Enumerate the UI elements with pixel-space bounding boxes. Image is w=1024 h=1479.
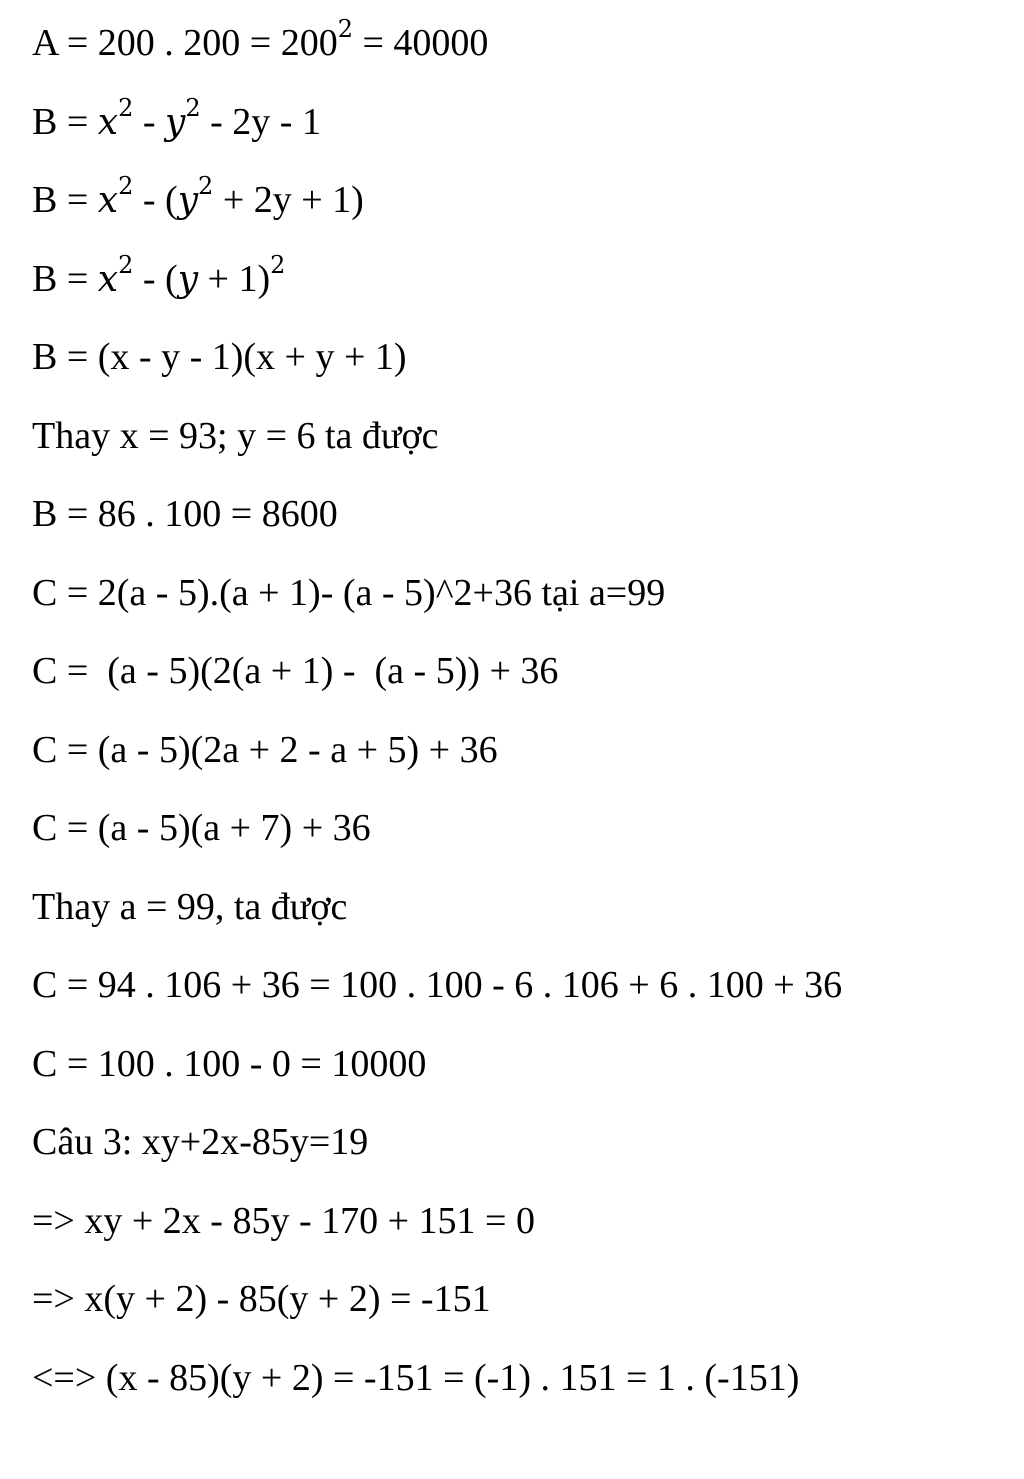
superscript: 2 [185,93,201,122]
math-document [32,15,1002,1431]
superscript: 2 [270,250,286,279]
text-run: C = (a - 5)(2a + 2 - a + 5) + 36 [32,728,498,771]
text-run: B = 86 . 100 = 8600 [32,493,338,535]
text-run: + 2y + 1) [213,179,364,221]
equation-line [32,93,1002,176]
superscript: 2 [118,172,134,201]
equation-line [32,1039,1002,1118]
equation-line [32,882,1002,961]
text-run: - 2y - 1 [200,100,321,143]
superscript: 2 [337,15,353,44]
equation-line [32,803,1002,882]
equation-line [32,646,1002,725]
equation-line [32,1117,1002,1196]
equation-line [32,568,1002,647]
equation-line [32,1196,1002,1275]
math-variable: x [97,258,119,300]
equation-line [32,172,1002,254]
text-run: C = 2(a - 5).(a + 1)- (a - 5)^2+36 tại a=99 [32,571,666,614]
text-run: - [133,100,166,143]
math-variable: x [97,180,119,221]
text-run: <=> (x - 85)(y + 2) = -151 = (-1) . 151 = 1 . (-151) [32,1356,800,1399]
equation-line [32,411,1002,490]
text-run: - ( [133,179,178,221]
text-run: B = [32,100,98,143]
text-run: - ( [133,257,178,300]
equation-line [32,725,1002,804]
text-run: C = 94 . 106 + 36 = 100 . 100 - 6 . 106 + 6 . 100 + 36 [32,964,843,1006]
text-run: C = (a - 5)(2(a + 1) - (a - 5)) + 36 [32,650,559,692]
equation-line [32,489,1002,568]
superscript: 2 [118,250,134,279]
text-run: A = 200 . 200 = 200 [32,22,338,64]
equation-line [32,1353,1002,1432]
text-run: Câu 3: xy+2x-85y=19 [32,1121,369,1163]
text-run: C = 100 . 100 - 0 = 10000 [32,1042,427,1085]
text-run: Thay x = 93; y = 6 ta được [32,414,439,457]
math-variable: y [177,258,199,300]
text-run: => x(y + 2) - 85(y + 2) = -151 [32,1278,491,1320]
math-variable: y [177,180,199,221]
text-run: C = (a - 5)(a + 7) + 36 [32,807,371,849]
superscript: 2 [118,93,134,122]
text-run: + 1) [198,257,271,300]
text-run: B = [32,179,98,221]
equation-line [32,15,1002,97]
equation-line [32,1274,1002,1353]
equation-line [32,332,1002,411]
text-run: B = [32,257,98,300]
text-run: Thay a = 99, ta được [32,885,348,928]
equation-line [32,960,1002,1039]
equation-line [32,250,1002,333]
text-run: => xy + 2x - 85y - 170 + 151 = 0 [32,1199,535,1242]
math-variable: x [97,101,119,143]
text-run: = 40000 [353,22,489,64]
superscript: 2 [198,172,214,201]
math-variable: y [165,101,186,143]
text-run: B = (x - y - 1)(x + y + 1) [32,336,407,378]
